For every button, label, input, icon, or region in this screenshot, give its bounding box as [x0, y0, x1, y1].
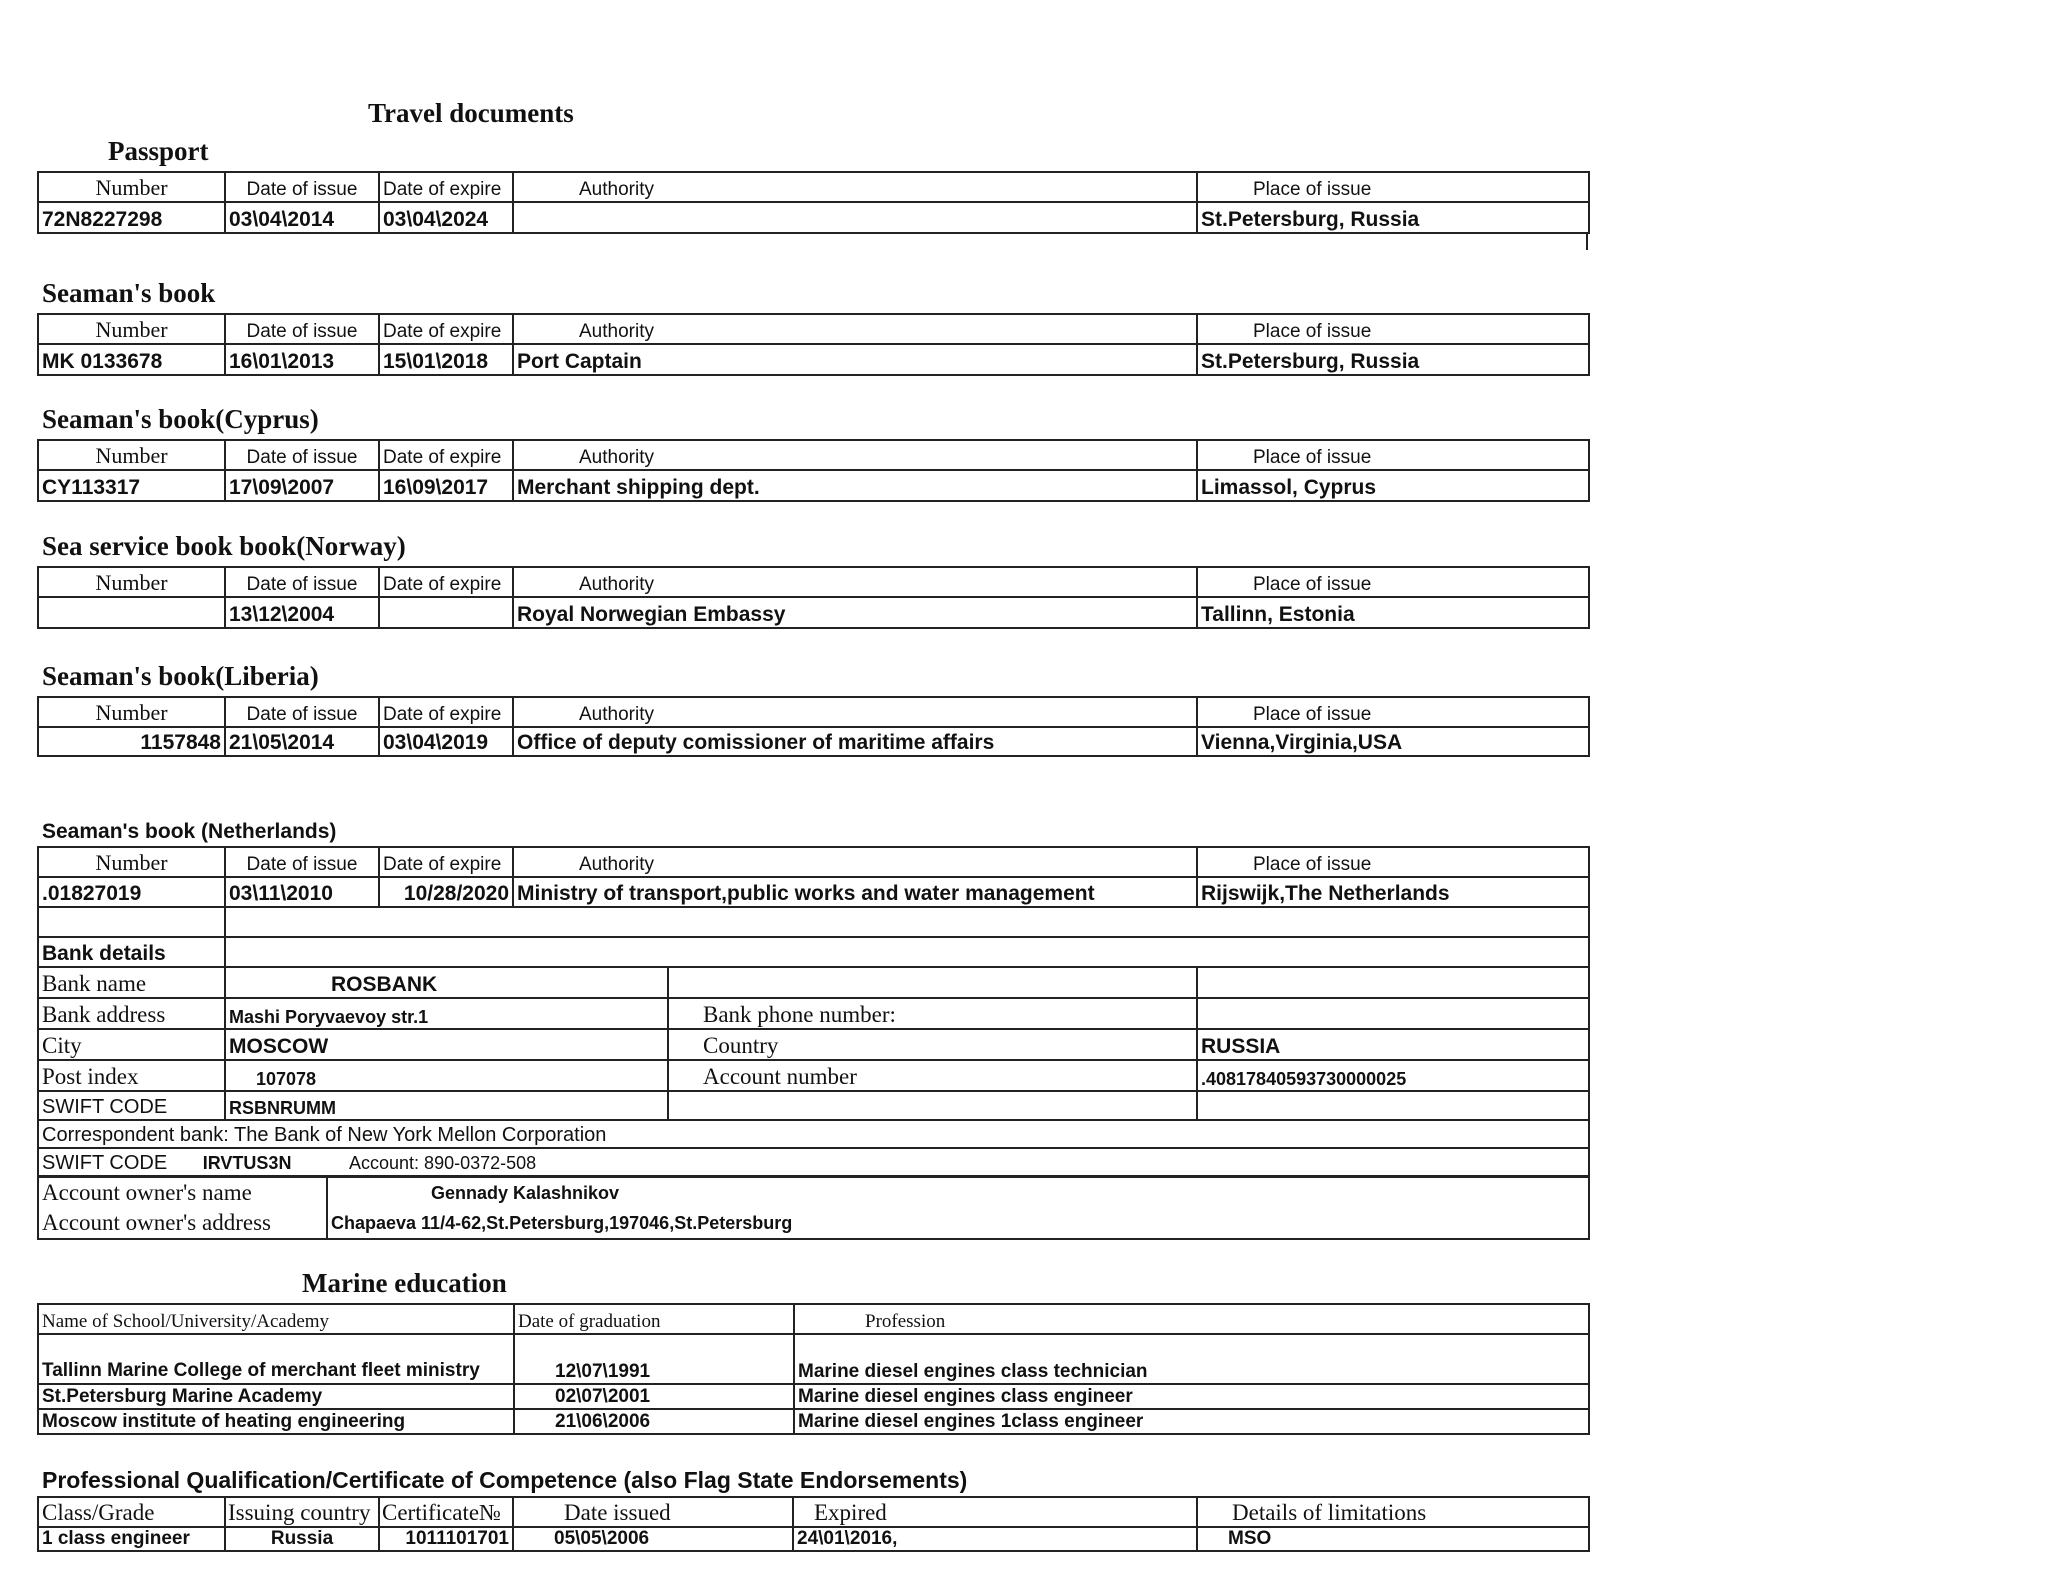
owner-address: Chapaeva 11/4-62,St.Petersburg,197046,St.Petersburg: [331, 1213, 793, 1233]
liberia-heading: Seaman's book(Liberia): [42, 661, 319, 691]
qualification-row: [38, 1527, 1589, 1551]
class-grade: 1 class engineer: [38, 1527, 225, 1551]
norway-number: [38, 597, 225, 628]
owner-address-label: Account owner's address: [42, 1210, 271, 1235]
cyprus-number: CY113317: [38, 470, 225, 501]
col-place: Place of issue: [1197, 697, 1589, 727]
post-index-value: 107078: [225, 1060, 668, 1091]
col-date-expire: Date of expire: [379, 314, 513, 344]
post-index-label: Post index: [38, 1060, 225, 1091]
col-date-issued: Date issued: [513, 1497, 793, 1527]
passport-number: 72N8227298: [38, 202, 225, 233]
col-limitations: Details of limitations: [1197, 1497, 1589, 1527]
col-date-expire: Date of expire: [379, 440, 513, 470]
col-place: Place of issue: [1197, 440, 1589, 470]
col-number: Number: [38, 567, 225, 597]
passport-heading: Passport: [108, 136, 209, 166]
netherlands-date-expire: 10/28/2020: [379, 877, 513, 907]
norway-authority: Royal Norwegian Embassy: [513, 597, 1197, 628]
col-school: Name of School/University/Academy: [38, 1304, 514, 1334]
liberia-date-expire: 03\04\2019: [379, 727, 513, 756]
netherlands-place: Rijswijk,The Netherlands: [1197, 877, 1589, 907]
col-date-expire: Date of expire: [379, 172, 513, 202]
school-name: Tallinn Marine College of merchant fleet ministry: [38, 1334, 514, 1384]
col-date-issue: Date of issue: [225, 440, 379, 470]
bank-phone-label: Bank phone number:: [668, 998, 1197, 1029]
passport-date-expire: 03\04\2024: [379, 202, 513, 233]
bank-table: [37, 906, 1590, 1177]
netherlands-heading: Seaman's book (Netherlands): [42, 820, 337, 843]
passport-authority: [513, 202, 1197, 233]
liberia-table: [37, 696, 1590, 757]
col-graduation: Date of graduation: [514, 1304, 794, 1334]
netherlands-date-issue: 03\11\2010: [225, 877, 379, 907]
cyprus-date-expire: 16\09\2017: [379, 470, 513, 501]
norway-date-issue: 13\12\2004: [225, 597, 379, 628]
education-row: [38, 1409, 1589, 1434]
cyprus-authority: Merchant shipping dept.: [513, 470, 1197, 501]
netherlands-authority: Ministry of transport,public works and water management: [513, 877, 1197, 907]
profession: Marine diesel engines class engineer: [794, 1384, 1589, 1409]
col-authority: Authority: [513, 847, 1197, 877]
col-number: Number: [38, 172, 225, 202]
correspondent-bank: Correspondent bank: The Bank of New York Mellon Corporation: [38, 1120, 1589, 1148]
col-authority: Authority: [513, 440, 1197, 470]
swift2-value: IRVTUS3N: [202, 1153, 292, 1173]
seaman-heading: Seaman's book: [42, 278, 216, 308]
col-authority: Authority: [513, 314, 1197, 344]
bank-name-label: Bank name: [38, 967, 225, 998]
education-row: [38, 1334, 1589, 1384]
cyprus-place: Limassol, Cyprus: [1197, 470, 1589, 501]
col-number: Number: [38, 314, 225, 344]
city-value: MOSCOW: [225, 1029, 668, 1060]
qualification-table: [37, 1496, 1590, 1552]
cyprus-date-issue: 17\09\2007: [225, 470, 379, 501]
swift2-account: Account: 890-0372-508: [349, 1153, 537, 1173]
page-title: Travel documents: [368, 98, 574, 128]
limitations: MSO: [1197, 1527, 1589, 1551]
account-number-label: Account number: [668, 1060, 1197, 1091]
correspondent-swift-row: [38, 1148, 1589, 1176]
netherlands-number: .01827019: [38, 877, 225, 907]
issuing-country: Russia: [225, 1527, 379, 1551]
account-number-value: .40817840593730000025: [1197, 1060, 1589, 1091]
country-value: RUSSIA: [1197, 1029, 1589, 1060]
bank-heading: Bank details: [38, 937, 225, 967]
date-issued: 05\05\2006: [513, 1527, 793, 1551]
profession: Marine diesel engines 1class engineer: [794, 1409, 1589, 1434]
liberia-authority: Office of deputy comissioner of maritime affairs: [513, 727, 1197, 756]
profession: Marine diesel engines class technician: [794, 1334, 1589, 1384]
graduation-date: 21\06\2006: [514, 1409, 794, 1434]
swift2-label: SWIFT CODE: [42, 1152, 168, 1174]
norway-date-expire: [379, 597, 513, 628]
seaman-authority: Port Captain: [513, 344, 1197, 375]
education-heading: Marine education: [302, 1268, 507, 1298]
seaman-place: St.Petersburg, Russia: [1197, 344, 1589, 375]
col-issuing-country: Issuing country: [225, 1497, 379, 1527]
seaman-number: MK 0133678: [38, 344, 225, 375]
col-number: Number: [38, 440, 225, 470]
col-date-expire: Date of expire: [379, 847, 513, 877]
country-label: Country: [668, 1029, 1197, 1060]
col-date-issue: Date of issue: [225, 847, 379, 877]
col-number: Number: [38, 697, 225, 727]
table-edge-line: [1586, 233, 1588, 250]
bank-address-label: Bank address: [38, 998, 225, 1029]
owner-name-label: Account owner's name: [42, 1180, 252, 1205]
col-date-expire: Date of expire: [379, 567, 513, 597]
col-date-issue: Date of issue: [225, 697, 379, 727]
passport-place: St.Petersburg, Russia: [1197, 202, 1589, 233]
norway-heading: Sea service book book(Norway): [42, 531, 406, 561]
city-label: City: [38, 1029, 225, 1060]
seaman-table: [37, 313, 1590, 376]
col-class-grade: Class/Grade: [38, 1497, 225, 1527]
netherlands-table: [37, 846, 1590, 908]
liberia-place: Vienna,Virginia,USA: [1197, 727, 1589, 756]
col-authority: Authority: [513, 567, 1197, 597]
passport-date-issue: 03\04\2014: [225, 202, 379, 233]
col-place: Place of issue: [1197, 567, 1589, 597]
col-date-expire: Date of expire: [379, 697, 513, 727]
certificate-number: 1011101701: [379, 1527, 513, 1551]
school-name: St.Petersburg Marine Academy: [38, 1384, 514, 1409]
cyprus-table: [37, 439, 1590, 502]
seaman-date-issue: 16\01\2013: [225, 344, 379, 375]
col-authority: Authority: [513, 697, 1197, 727]
col-expired: Expired: [793, 1497, 1197, 1527]
graduation-date: 12\07\1991: [514, 1334, 794, 1384]
col-place: Place of issue: [1197, 314, 1589, 344]
col-place: Place of issue: [1197, 172, 1589, 202]
col-authority: Authority: [513, 172, 1197, 202]
graduation-date: 02\07\2001: [514, 1384, 794, 1409]
passport-table: [37, 171, 1590, 234]
col-date-issue: Date of issue: [225, 567, 379, 597]
col-date-issue: Date of issue: [225, 172, 379, 202]
swift-label: SWIFT CODE: [38, 1091, 225, 1120]
expired-date: 24\01\2016,: [793, 1527, 1197, 1551]
education-row: [38, 1384, 1589, 1409]
col-profession: Profession: [794, 1304, 1589, 1334]
qualification-heading: Professional Qualification/Certificate of Competence (also Flag State Endorsements): [42, 1467, 968, 1493]
col-certificate: Certificate№: [379, 1497, 513, 1527]
col-place: Place of issue: [1197, 847, 1589, 877]
owner-name: Gennady Kalashnikov: [431, 1183, 620, 1203]
bank-address: Mashi Poryvaevoy str.1: [225, 998, 668, 1029]
swift-value: RSBNRUMM: [225, 1091, 668, 1120]
school-name: Moscow institute of heating engineering: [38, 1409, 514, 1434]
bank-name: ROSBANK: [225, 967, 668, 998]
cyprus-heading: Seaman's book(Cyprus): [42, 404, 319, 434]
seaman-date-expire: 15\01\2018: [379, 344, 513, 375]
col-number: Number: [38, 847, 225, 877]
education-table: [37, 1303, 1590, 1435]
liberia-number: 1157848: [38, 727, 225, 756]
norway-table: [37, 566, 1590, 629]
col-date-issue: Date of issue: [225, 314, 379, 344]
norway-place: Tallinn, Estonia: [1197, 597, 1589, 628]
liberia-date-issue: 21\05\2014: [225, 727, 379, 756]
owner-table: [37, 1176, 1590, 1240]
